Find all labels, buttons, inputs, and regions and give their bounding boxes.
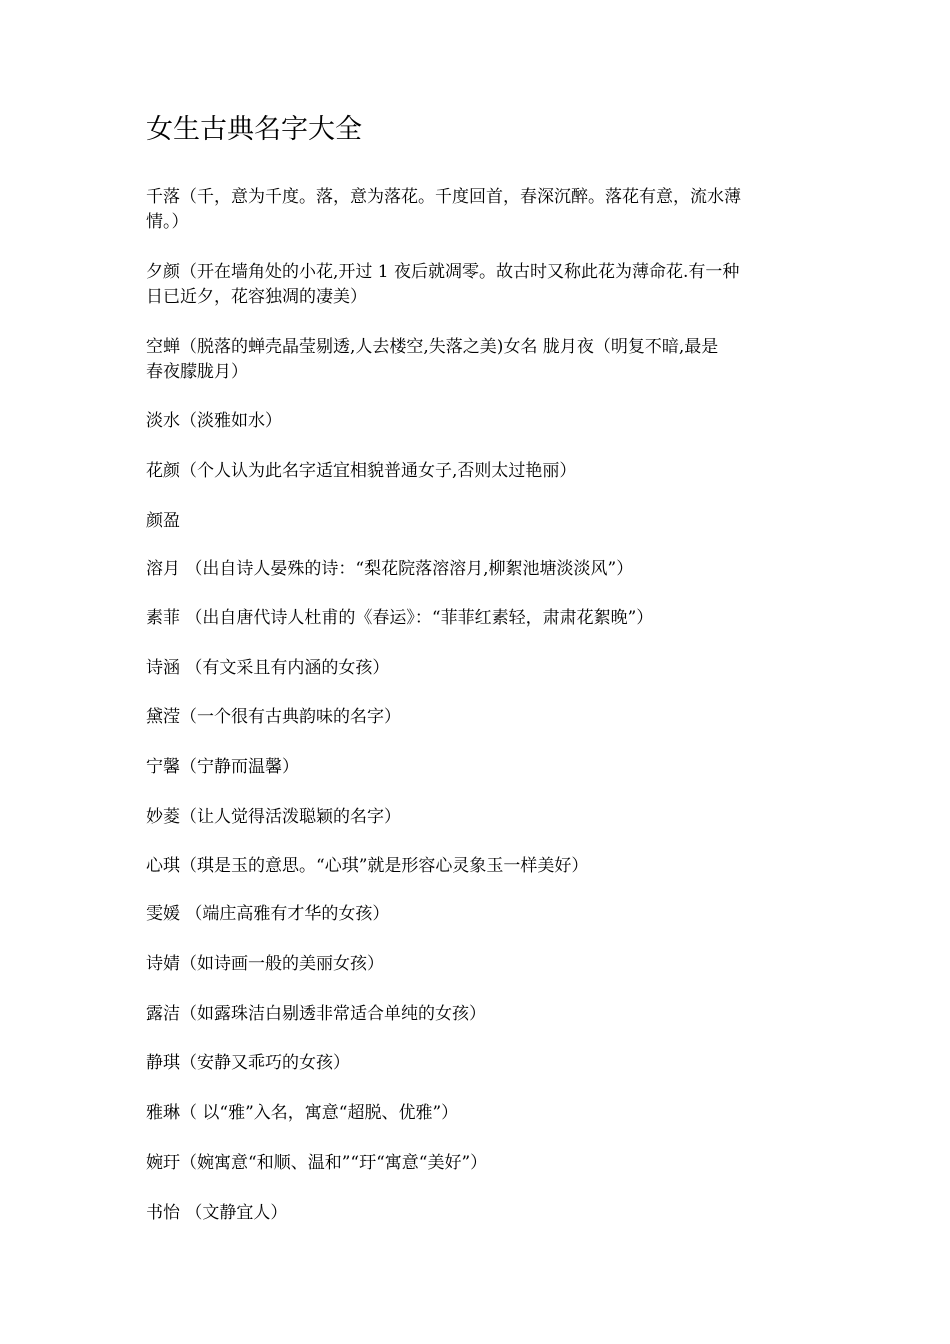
entry-line: 妙菱（让人觉得活泼聪颖的名字） [146, 807, 401, 827]
name-entry-kongchan [146, 335, 810, 385]
name-entry-jingqi [146, 1051, 810, 1076]
name-entry-ningxin [146, 755, 810, 780]
entry-line: 露洁（如露珠洁白剔透非常适合单纯的女孩） [146, 1004, 486, 1024]
document-title: 女生古典名字大全 [146, 114, 362, 145]
name-entry-qianluo [146, 185, 810, 235]
entry-line: 日已近夕，花容独凋的凄美） [146, 287, 367, 307]
name-entry-danshui [146, 409, 810, 434]
entry-line: 心琪（琪是玉的意思。“心琪”就是形容心灵象玉一样美好） [146, 856, 589, 876]
entry-line: 情。） [146, 212, 189, 232]
entry-line: 雅琳（ 以“雅”入名，寓意“超脱、优雅”） [146, 1103, 459, 1123]
name-entry-rongyue [146, 557, 810, 582]
entry-line: 雯媛 （端庄高雅有才华的女孩） [146, 904, 390, 924]
name-entry-lujie [146, 1002, 810, 1027]
name-entry-sufei [146, 606, 810, 631]
name-entry-xiyan [146, 260, 810, 310]
entry-line: 书怡 （文静宜人） [146, 1203, 288, 1223]
name-entry-yanying [146, 509, 810, 534]
entry-line: 溶月 （出自诗人晏殊的诗：“梨花院落溶溶月,柳絮池塘淡淡风”） [146, 559, 634, 579]
name-entry-wenyuan [146, 902, 810, 927]
entry-line: 静琪（安静又乖巧的女孩） [146, 1053, 350, 1073]
name-entry-wanyu [146, 1151, 810, 1176]
name-entry-shihan [146, 656, 810, 681]
entry-line: 千落（千，意为千度。落，意为落花。千度回首，春深沉醉。落花有意，流水薄 [146, 187, 741, 207]
name-entry-daiying [146, 705, 810, 730]
entry-line: 婉玗（婉寓意“和顺、温和”“玗“寓意“美好”） [146, 1153, 488, 1173]
entry-line: 诗涵 （有文采且有内涵的女孩） [146, 658, 390, 678]
entry-line: 素菲 （出自唐代诗人杜甫的《春运》：“菲菲红素轻，肃肃花絮晚”） [146, 608, 654, 628]
name-entry-xinqi [146, 854, 810, 879]
name-entry-yalin [146, 1101, 810, 1126]
name-entry-shuyi [146, 1201, 810, 1226]
entry-line: 诗婧（如诗画一般的美丽女孩） [146, 954, 384, 974]
entry-line: 春夜朦胧月） [146, 362, 248, 382]
entry-line: 空蝉（脱落的蝉壳晶莹剔透,人去楼空,失落之美)女名 胧月夜（明复不暗,最是 [146, 337, 719, 357]
name-entry-shijing [146, 952, 810, 977]
entry-line: 夕颜（开在墙角处的小花,开过 1 夜后就凋零。故古时又称此花为薄命花.有一种 [146, 262, 740, 282]
name-entry-miaoling [146, 805, 810, 830]
entry-line: 黛滢（一个很有古典韵味的名字） [146, 707, 401, 727]
entry-line: 淡水（淡雅如水） [146, 411, 282, 431]
entry-line: 颜盈 [146, 511, 180, 531]
entry-line: 宁馨（宁静而温馨） [146, 757, 299, 777]
entry-line: 花颜（个人认为此名字适宜相貌普通女子,否则太过艳丽） [146, 461, 577, 481]
name-entry-huayan [146, 459, 810, 484]
document-page [146, 0, 810, 1344]
